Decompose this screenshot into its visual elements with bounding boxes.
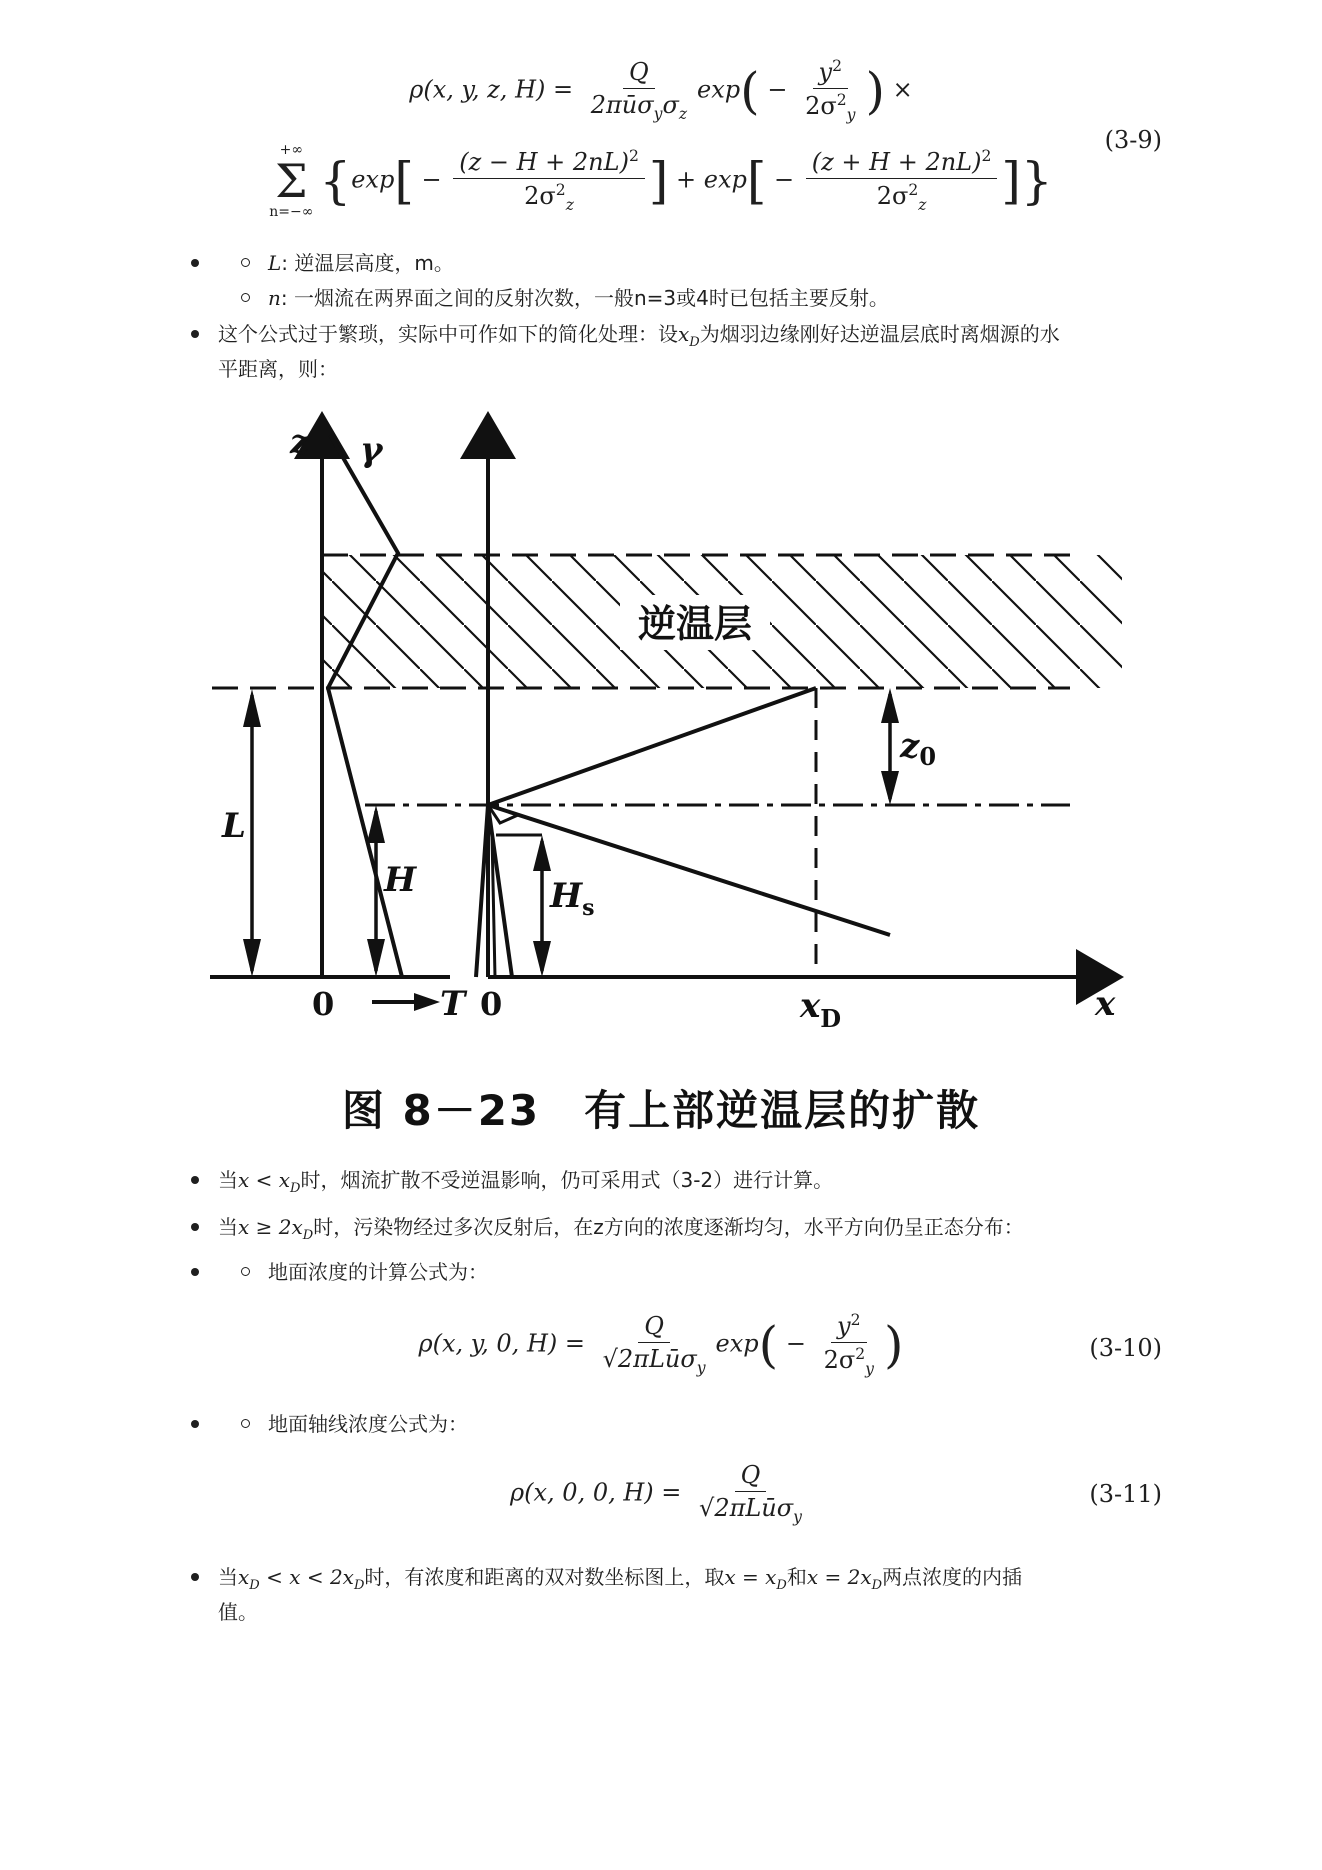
L-arrow-bottom — [243, 939, 261, 977]
list-item-continuation: 平距离，则： — [218, 357, 338, 381]
figure-caption: 图 8－23 有上部逆温层的扩散 — [341, 1086, 981, 1135]
Hs-arrow-bottom — [533, 941, 551, 977]
list-item: 地面轴线浓度公式为： — [268, 1412, 468, 1436]
T-arrow-head — [414, 993, 440, 1011]
list-item: L: 逆温层高度，m。 — [268, 251, 454, 275]
list-item: 当$x \ge 2x_D$时，污染物经过多次反射后，在z方向的浓度逐渐均匀，水平方向仍呈正态分布： — [218, 1215, 1024, 1243]
equation-number: (3-11) — [1089, 1480, 1162, 1508]
equation-3-9-line2: +∞ Σ n=−∞ {exp[ − $\frac{(z - H + 2nL)^2}{2\sigma^2_z}$ ] + exp[ − $\frac{(z + H + 2nL)^2}{2\sigma^2_z}$ ]} — [269, 142, 1053, 220]
Hs-label: $H_s$ — [550, 876, 595, 921]
equation-number: (3-9) — [1104, 126, 1162, 154]
L-label: L — [222, 806, 246, 846]
H-label: H — [384, 860, 417, 900]
z0-arrow-top — [881, 688, 899, 723]
bullet-dot — [191, 1176, 199, 1184]
T-label: T — [440, 984, 466, 1024]
equation-3-9-line1: ρ(x, y, z, H) = $\frac{Q}{2\pi ū\sigma_y\sigma_z}$ exp( − $\frac{y^2}{2\sigma^2_y}$ ) × — [409, 57, 913, 125]
list-item: 当$x < x_D$时，烟流扩散不受逆温影响，仍可采用式（3-2）进行计算。 — [218, 1168, 834, 1196]
list-item: n: 一烟流在两界面之间的反射次数，一般n=3或4时已包括主要反射。 — [268, 286, 889, 310]
bullet-circle — [241, 293, 250, 302]
list-item: 这个公式过于繁琐，实际中可作如下的简化处理：设$x_D$为烟羽边缘刚好达逆温层底时离烟源的水 — [218, 322, 1060, 350]
x-axis-label: x — [1095, 984, 1116, 1024]
equation-3-9 — [0, 50, 1322, 240]
bullet-circle — [241, 1267, 250, 1276]
gamma-label: γ — [360, 430, 383, 470]
equation-3-11-line: ρ(x, 0, 0, H) = $\frac{Q}{√2\pi Lū\sigma_y}$ — [510, 1461, 802, 1527]
z-axis-label: z — [290, 422, 310, 462]
equation-3-10-line: ρ(x, y, 0, H) = $\frac{Q}{√2\pi Lū\sigma_y}$ exp( − $\frac{y^2}{2\sigma^2_y}$ ) — [418, 1311, 904, 1379]
bullet-dot — [191, 330, 199, 338]
inversion-layer-label: 逆温层 — [637, 602, 753, 646]
inversion-diffusion-figure — [200, 405, 1140, 1045]
bullet-dot — [191, 1223, 199, 1231]
xD-label: $x_D$ — [800, 986, 842, 1033]
equation-3-10 — [0, 1300, 1322, 1410]
bullet-dot — [191, 1268, 199, 1276]
Hs-arrow-top — [533, 835, 551, 871]
bullet-circle — [241, 258, 250, 267]
L-arrow-top — [243, 689, 261, 727]
z0-label: $z_0$ — [900, 726, 937, 771]
z0-arrow-bottom — [881, 771, 899, 805]
bullet-circle — [241, 1419, 250, 1428]
list-item: 当$x_D < x < 2x_D$时，有浓度和距离的双对数坐标图上，取$x = x_D$和$x = 2x_D$两点浓度的内插 — [218, 1565, 1023, 1593]
list-item-continuation: 值。 — [218, 1600, 258, 1624]
bullet-dot — [191, 1420, 199, 1428]
plume-upper-edge — [488, 688, 816, 805]
bullet-dot — [191, 259, 199, 267]
H-arrow-bottom — [367, 939, 385, 977]
origin-right: 0 — [480, 985, 503, 1023]
bullet-dot — [191, 1573, 199, 1581]
origin-left: 0 — [312, 985, 335, 1023]
equation-number: (3-10) — [1089, 1334, 1162, 1362]
equation-3-11 — [0, 1450, 1322, 1550]
list-item: 地面浓度的计算公式为： — [268, 1260, 488, 1284]
H-arrow-top — [367, 805, 385, 843]
